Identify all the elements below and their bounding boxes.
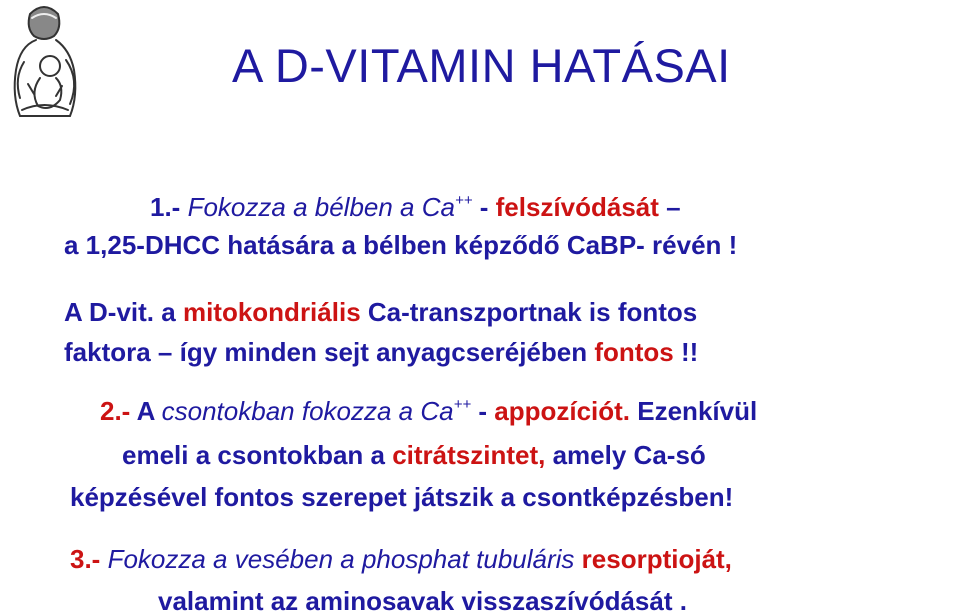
page-title: A D-VITAMIN HATÁSAI [232, 39, 731, 92]
dvit-text-3: faktora – így minden sejt anyagcseréjében [64, 337, 595, 367]
dvit-highlight: mitokondriális [182, 297, 361, 327]
item3-line1 [70, 544, 732, 574]
item2-dash: - [471, 396, 495, 426]
dvit-highlight-2: fontos [594, 337, 674, 367]
dvit-line2 [64, 337, 698, 367]
item2-line2 [122, 440, 706, 470]
item1-line2: a 1,25-DHCC hatására a bélben képződő CaBP- révén ! [64, 230, 738, 260]
item3-text-italic: Fokozza a vesében a phosphat tubuláris [100, 544, 582, 574]
item2-text-d: amely Ca-só [545, 440, 706, 470]
item1-line1 [150, 192, 681, 222]
item2-text-c: emeli a csontokban a [122, 440, 393, 470]
item2-text-italic: csontokban fokozza a Ca [161, 396, 454, 426]
dvit-line1 [64, 297, 697, 327]
item2-superscript: ++ [453, 396, 472, 414]
item2-line1 [100, 396, 757, 426]
item3-highlight: resorptioját, [581, 544, 732, 574]
item1-dash-end: – [658, 192, 681, 222]
item1-superscript: ++ [454, 192, 473, 210]
item2-text-b: Ezenkívül [630, 396, 758, 426]
item2-highlight: appozíciót. [494, 396, 631, 426]
item3-number: 3.- [70, 544, 101, 574]
dvit-text-1: A D-vit. a [64, 297, 183, 327]
item1-number: 1.- [150, 192, 181, 222]
item3-line2: valamint az aminosavak visszaszívódását . [158, 586, 687, 616]
item2-text-a: A [130, 396, 162, 426]
item1-highlight: felszívódását [495, 192, 659, 222]
item1-text: Fokozza a bélben a Ca [187, 192, 455, 222]
item1-dash: - [479, 192, 496, 222]
dvit-exclaim: !! [673, 337, 699, 367]
dvit-text-2: Ca-transzportnak is fontos [360, 297, 698, 327]
mother-child-logo [0, 0, 88, 124]
item2-line3: képzésével fontos szerepet játszik a csontképzésben! [70, 482, 734, 512]
item2-highlight-2: citrátszintet, [392, 440, 546, 470]
item2-number: 2.- [100, 396, 131, 426]
